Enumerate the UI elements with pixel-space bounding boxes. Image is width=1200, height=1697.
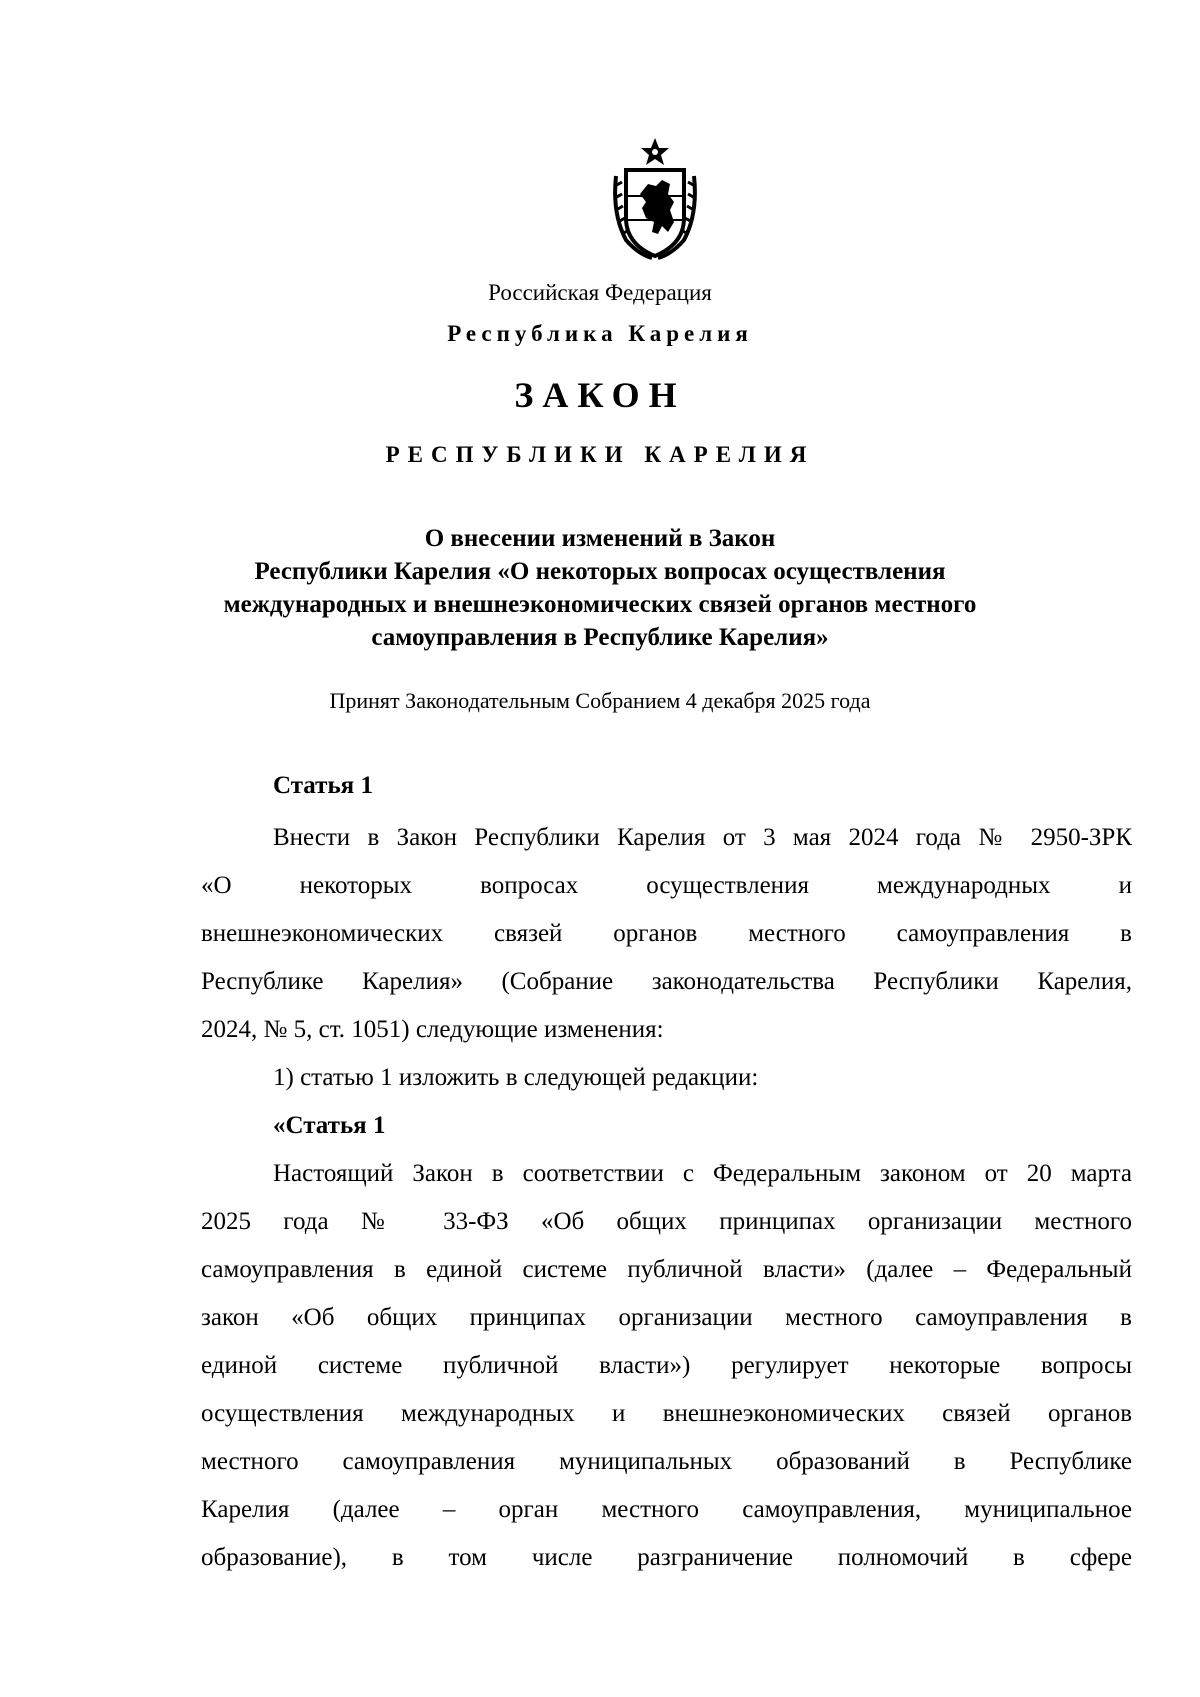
quoted-article-heading: «Статья 1	[273, 1112, 386, 1139]
paragraph-line: Внести в Закон Республики Карелия от 3 мая 2024 года № 2950-ЗРК	[273, 824, 1132, 851]
law-title-line: О внесении изменений в Закон	[424, 525, 776, 552]
paragraph-line: 2025 года № 33-ФЗ «Об общих принципах организации местного	[201, 1208, 1132, 1235]
law-title	[0, 522, 1200, 654]
document-type-subtitle: РЕСПУБЛИКИ КАРЕЛИЯ	[385, 442, 815, 467]
paragraph-line: 2024, № 5, ст. 1051) следующие изменения:	[201, 1016, 664, 1043]
document-type: ЗАКОН	[514, 375, 686, 415]
paragraph-line: внешнеэкономических связей органов местного самоуправления в	[201, 920, 1132, 947]
paragraph-line: единой системе публичной власти») регулирует некоторые вопросы	[201, 1352, 1132, 1379]
country-name: Российская Федерация	[488, 280, 712, 305]
paragraph-line: закон «Об общих принципах организации местного самоуправления в	[201, 1304, 1132, 1331]
republic-name: Республика Карелия	[447, 321, 753, 346]
paragraph-line: «О некоторых вопросах осуществления международных и	[201, 872, 1132, 899]
law-title-line: международных и внешнеэкономических связей органов местного	[223, 591, 977, 618]
paragraph-line: образование), в том числе разграничение полномочий в сфере	[201, 1544, 1132, 1571]
paragraph-line: самоуправления в единой системе публичной власти» (далее – Федеральный	[201, 1256, 1132, 1283]
coat-of-arms-emblem	[612, 136, 698, 262]
adoption-note: Принят Законодательным Собранием 4 декабря 2025 года	[329, 688, 871, 713]
paragraph-line: осуществления международных и внешнеэкономических связей органов	[201, 1400, 1132, 1427]
article-paragraph-1	[201, 814, 1132, 1582]
paragraph-line: Республике Карелия» (Собрание законодательства Республики Карелия,	[201, 968, 1132, 995]
paragraph-line: Настоящий Закон в соответствии с Федеральным законом от 20 марта	[273, 1160, 1132, 1187]
law-title-line: самоуправления в Республике Карелия»	[371, 624, 829, 651]
paragraph-line: Карелия (далее – орган местного самоуправления, муниципальное	[201, 1496, 1132, 1523]
article-heading: Статья 1	[273, 772, 373, 799]
law-title-line: Республики Карелия «О некоторых вопросах осуществления	[254, 558, 946, 585]
amendment-item: 1) статью 1 изложить в следующей редакции:	[273, 1064, 759, 1091]
paragraph-line: местного самоуправления муниципальных образований в Республике	[201, 1448, 1132, 1475]
